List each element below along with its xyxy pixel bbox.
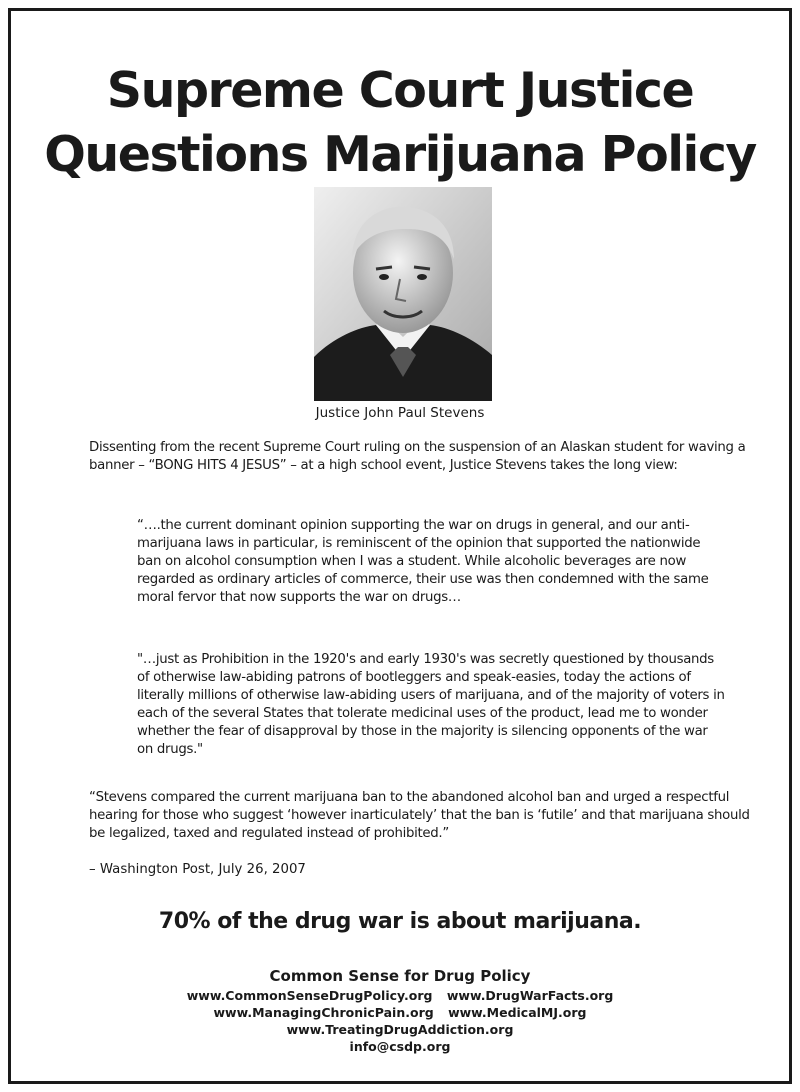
intro-paragraph: Dissenting from the recent Supreme Court ruling on the suspension of an Alaskan student for waving a banner – “BONG HITS 4 JESUS” – at a high school event, Justice Stevens takes the long view: [89, 440, 746, 473]
photo-caption: Justice John Paul Stevens [315, 405, 485, 421]
portrait-icon [314, 187, 492, 401]
stevens-quote-1: “….the current dominant opinion supporting the war on drugs in general, and our anti-marijuana laws in particular, is reminiscent of the opinion that supported the nationwide ban on alcohol consumption when I was a student. While alcoholic beverages are now regarded as ordinary articles of commerce, their use was then condemned with the same moral fervor that now supports the war on drugs… [137, 518, 709, 605]
tagline: 70% of the drug war is about marijuana. [158, 909, 642, 934]
link-treatingdrugaddiction[interactable]: www.TreatingDrugAddiction.org [286, 1022, 514, 1037]
press-source: – Washington Post, July 26, 2007 [89, 862, 306, 877]
organization-name: Common Sense for Drug Policy [269, 967, 531, 985]
headline [11, 59, 789, 187]
link-drugwarfacts[interactable]: www.DrugWarFacts.org [446, 988, 614, 1003]
headline-line-2: Questions Marijuana Policy [44, 126, 756, 183]
footer-links [11, 987, 789, 1055]
headline-line-1: Supreme Court Justice [106, 62, 694, 119]
link-managingchronicpain[interactable]: www.ManagingChronicPain.org [213, 1005, 434, 1020]
email-link[interactable]: info@csdp.org [349, 1039, 451, 1054]
press-quote: “Stevens compared the current marijuana ban to the abandoned alcohol ban and urged a respectful hearing for those who suggest ‘however inarticulately’ that the ban is ‘futile’ and that marijuana should be legalized, taxed and regulated instead of prohibited.” [89, 790, 750, 841]
link-medicalmj[interactable]: www.MedicalMJ.org [448, 1005, 587, 1020]
flyer-page [8, 8, 792, 1084]
justice-portrait-photo [314, 187, 492, 401]
link-commonsensedrugpolicy[interactable]: www.CommonSenseDrugPolicy.org [186, 988, 433, 1003]
stevens-quote-2: "…just as Prohibition in the 1920's and early 1930's was secretly questioned by thousands of otherwise law-abiding patrons of bootleggers and speak-easies, today the actions of literally millions of otherwise law-abiding users of marijuana, and of the majority of voters in each of the several States that tolerate medicinal uses of the product, lead me to wonder whether the fear of disapproval by those in the majority is silencing opponents of the war on drugs." [137, 652, 725, 757]
